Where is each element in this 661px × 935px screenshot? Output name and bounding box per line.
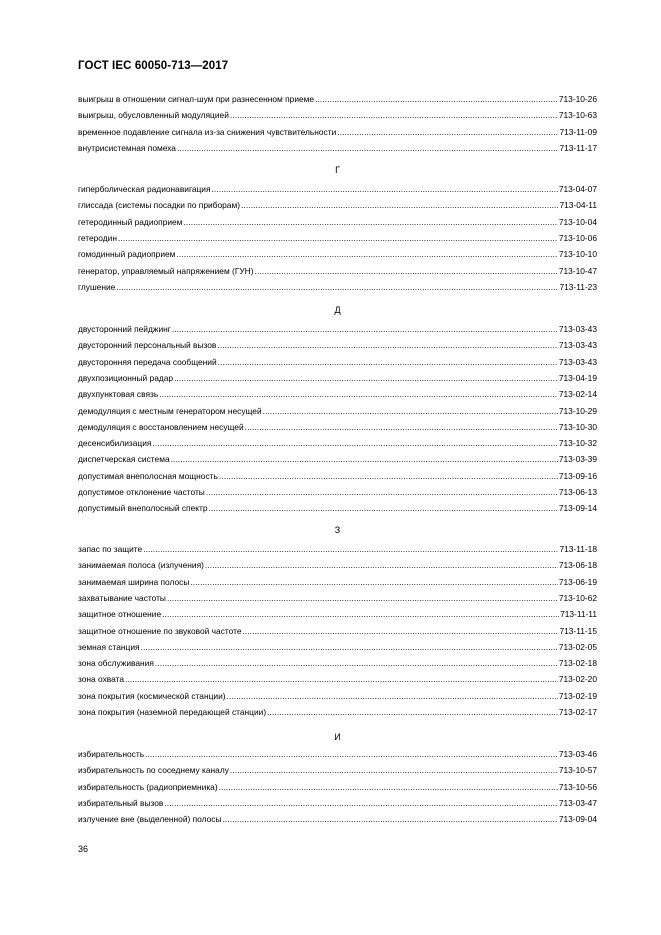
dot-leader xyxy=(205,560,558,571)
index-entry xyxy=(78,337,597,351)
index-entry xyxy=(78,639,597,653)
entry-term: излучение вне (выделенной) полосы xyxy=(78,814,222,825)
index-entry xyxy=(78,623,597,637)
dot-leader xyxy=(159,389,558,400)
entry-code: 713-09-04 xyxy=(558,814,597,825)
index-entry xyxy=(78,107,597,121)
entry-term: избирательный вызов xyxy=(78,797,164,808)
entry-term: защитное отношение по звуковой частоте xyxy=(78,625,242,636)
dot-leader xyxy=(152,438,557,449)
entry-code: 713-11-09 xyxy=(559,126,597,137)
entry-term: допустимое отклонение частоты xyxy=(78,487,205,497)
entry-code: 713-02-20 xyxy=(558,674,597,685)
index-entry xyxy=(78,321,597,335)
entry-term: земная станция xyxy=(78,641,140,652)
dot-leader xyxy=(177,143,558,154)
dot-leader xyxy=(171,454,558,465)
entry-term: занимаемая полоса (излучения) xyxy=(78,560,204,571)
entry-term: гетеродин xyxy=(78,232,117,243)
index-entry xyxy=(78,557,597,571)
index-entry xyxy=(78,500,597,514)
dot-leader xyxy=(230,110,558,121)
entry-code: 713-11-11 xyxy=(560,609,597,620)
dot-leader xyxy=(183,217,557,228)
dot-leader xyxy=(143,544,558,555)
index-entry xyxy=(78,140,597,154)
index-entry xyxy=(78,704,597,718)
index-entry xyxy=(78,370,597,384)
dot-leader xyxy=(230,765,558,776)
dot-leader xyxy=(167,593,558,604)
index-entry xyxy=(78,197,597,211)
entry-term: гомодинный радиоприем xyxy=(78,249,176,260)
index-entry xyxy=(78,354,597,368)
index-entry xyxy=(78,688,597,702)
index-entry xyxy=(78,230,597,244)
entry-term: внутрисистемная помеха xyxy=(78,142,176,153)
dot-leader xyxy=(267,707,558,718)
entry-code: 713-06-19 xyxy=(558,576,597,587)
entry-code: 713-11-15 xyxy=(559,625,597,636)
entry-code: 713-11-17 xyxy=(559,142,597,153)
entry-code: 713-10-06 xyxy=(558,232,597,243)
entry-term: гиперболическая радионавигация xyxy=(78,184,211,194)
dot-leader xyxy=(218,357,558,368)
index-entry xyxy=(78,811,597,825)
index-entry xyxy=(78,419,597,433)
entry-code: 713-10-56 xyxy=(558,781,597,792)
page-number: 36 xyxy=(78,844,89,854)
entry-code: 713-03-43 xyxy=(558,324,597,334)
entry-code: 713-02-19 xyxy=(558,690,597,701)
entry-term: двухпозиционный радар xyxy=(78,372,174,383)
dot-leader xyxy=(337,127,558,138)
entry-code: 713-11-18 xyxy=(559,544,597,554)
entry-term: зона охвата xyxy=(78,674,124,685)
dot-leader xyxy=(209,503,558,514)
entry-code: 713-10-26 xyxy=(558,94,597,104)
entry-code: 713-10-62 xyxy=(558,592,597,603)
entry-term: допустимая внеполосная мощность xyxy=(78,470,218,481)
dot-leader xyxy=(211,184,557,195)
entry-term: двусторонний пейджинг xyxy=(78,324,171,334)
dot-leader xyxy=(141,642,558,653)
index-entry xyxy=(78,468,597,482)
dot-leader xyxy=(206,487,558,498)
dot-leader xyxy=(125,674,558,685)
section-letter: Д xyxy=(334,305,341,315)
entry-code: 713-10-47 xyxy=(558,265,597,276)
dot-leader xyxy=(162,609,559,620)
entry-term: захватывание частоты xyxy=(78,592,166,603)
index-entry xyxy=(78,403,597,417)
dot-leader xyxy=(219,471,558,482)
section-letter: И xyxy=(334,732,341,742)
dot-leader xyxy=(174,373,558,384)
entry-code: 713-02-05 xyxy=(558,641,597,652)
entry-term: избирательность по соседнему каналу xyxy=(78,765,229,776)
index-entry xyxy=(78,541,597,555)
dot-leader xyxy=(145,749,558,760)
index-entry xyxy=(78,435,597,449)
index-entry xyxy=(78,214,597,228)
entry-code: 713-09-14 xyxy=(558,503,597,514)
entry-term: запас по защите xyxy=(78,544,143,554)
entry-term: зона обслуживания xyxy=(78,658,154,669)
entry-code: 713-03-39 xyxy=(558,454,597,465)
index-entry xyxy=(78,779,597,793)
index-entry xyxy=(78,746,597,760)
index-entry xyxy=(78,279,597,293)
entry-term: генератор, управляемый напряжением (ГУН) xyxy=(78,265,254,276)
entry-term: глушение xyxy=(78,281,116,292)
index-entry xyxy=(78,574,597,588)
section-letter: З xyxy=(334,525,341,535)
dot-leader xyxy=(172,324,558,335)
dot-leader xyxy=(217,340,557,351)
entry-code: 713-10-29 xyxy=(558,405,597,416)
index-entry xyxy=(78,246,597,260)
dot-leader xyxy=(227,691,558,702)
entry-code: 713-03-46 xyxy=(558,749,597,759)
entry-code: 713-02-18 xyxy=(558,658,597,669)
dot-leader xyxy=(219,782,558,793)
document-header: ГОСТ IEC 60050-713—2017 xyxy=(78,60,229,72)
entry-term: зона покрытия (наземной передающей станции) xyxy=(78,707,267,717)
entry-term: демодуляция с местным генератором несущей xyxy=(78,405,262,416)
entry-code: 713-04-19 xyxy=(558,372,597,383)
entry-term: зона покрытия (космической станции) xyxy=(78,690,226,701)
index-entry xyxy=(78,762,597,776)
index-entry xyxy=(78,484,597,498)
entry-term: допустимый внеполосный спектр xyxy=(78,503,208,514)
dot-leader xyxy=(243,626,559,637)
dot-leader xyxy=(263,406,558,417)
entry-term: десенсибилизация xyxy=(78,438,152,449)
dot-leader xyxy=(176,249,557,260)
entry-code: 713-06-18 xyxy=(558,560,597,571)
entry-code: 713-04-07 xyxy=(558,184,597,194)
dot-leader xyxy=(255,266,558,277)
entry-code: 713-04-11 xyxy=(559,200,597,211)
entry-code: 713-02-14 xyxy=(558,389,597,400)
entry-term: занимаемая ширина полосы xyxy=(78,576,190,587)
index-entry xyxy=(78,795,597,809)
entry-term: избирательность xyxy=(78,749,145,759)
index-entry xyxy=(78,263,597,277)
entry-code: 713-10-04 xyxy=(558,216,597,227)
index-entry xyxy=(78,124,597,138)
dot-leader xyxy=(245,422,558,433)
dot-leader xyxy=(155,658,558,669)
entry-term: двусторонний персональный вызов xyxy=(78,340,217,351)
index-entry xyxy=(78,451,597,465)
entry-term: двухпунктовая связь xyxy=(78,389,159,400)
entry-term: избирательность (радиоприемника) xyxy=(78,781,218,792)
entry-code: 713-02-17 xyxy=(558,707,597,717)
index-entry xyxy=(78,590,597,604)
entry-term: выигрыш в отношении сигнал-шум при разнесенном приеме xyxy=(78,94,315,104)
entry-code: 713-10-63 xyxy=(558,110,597,121)
entry-term: двусторонняя передача сообщений xyxy=(78,356,217,367)
entry-term: временное подавление сигнала из-за снижения чувствительности xyxy=(78,126,337,137)
index-entry xyxy=(78,181,597,195)
index-entry xyxy=(78,671,597,685)
dot-leader xyxy=(116,282,558,293)
entry-code: 713-11-23 xyxy=(559,281,597,292)
entry-code: 713-03-47 xyxy=(558,797,597,808)
section-letter: Г xyxy=(335,165,340,175)
index-entry xyxy=(78,655,597,669)
entry-code: 713-03-43 xyxy=(558,340,597,351)
entry-term: диспетчерская система xyxy=(78,454,170,465)
entry-term: глиссада (системы посадки по приборам) xyxy=(78,200,240,211)
entry-code: 713-09-16 xyxy=(558,470,597,481)
index-entry xyxy=(78,386,597,400)
dot-leader xyxy=(315,94,558,105)
entry-code: 713-06-13 xyxy=(558,487,597,497)
index-entry xyxy=(78,606,597,620)
dot-leader xyxy=(118,233,558,244)
entry-term: демодуляция с восстановлением несущей xyxy=(78,421,244,432)
index-entry xyxy=(78,91,597,105)
entry-term: защитное отношение xyxy=(78,609,162,620)
dot-leader xyxy=(164,798,557,809)
dot-leader xyxy=(190,577,557,588)
entry-code: 713-10-32 xyxy=(558,438,597,449)
dot-leader xyxy=(223,814,558,825)
entry-code: 713-03-43 xyxy=(558,356,597,367)
dot-leader xyxy=(241,200,558,211)
entry-code: 713-10-10 xyxy=(558,249,597,260)
entry-code: 713-10-30 xyxy=(558,421,597,432)
entry-code: 713-10-57 xyxy=(558,765,597,776)
entry-term: гетеродинный радиоприем xyxy=(78,216,183,227)
entry-term: выигрыш, обусловленный модуляцией xyxy=(78,110,229,121)
